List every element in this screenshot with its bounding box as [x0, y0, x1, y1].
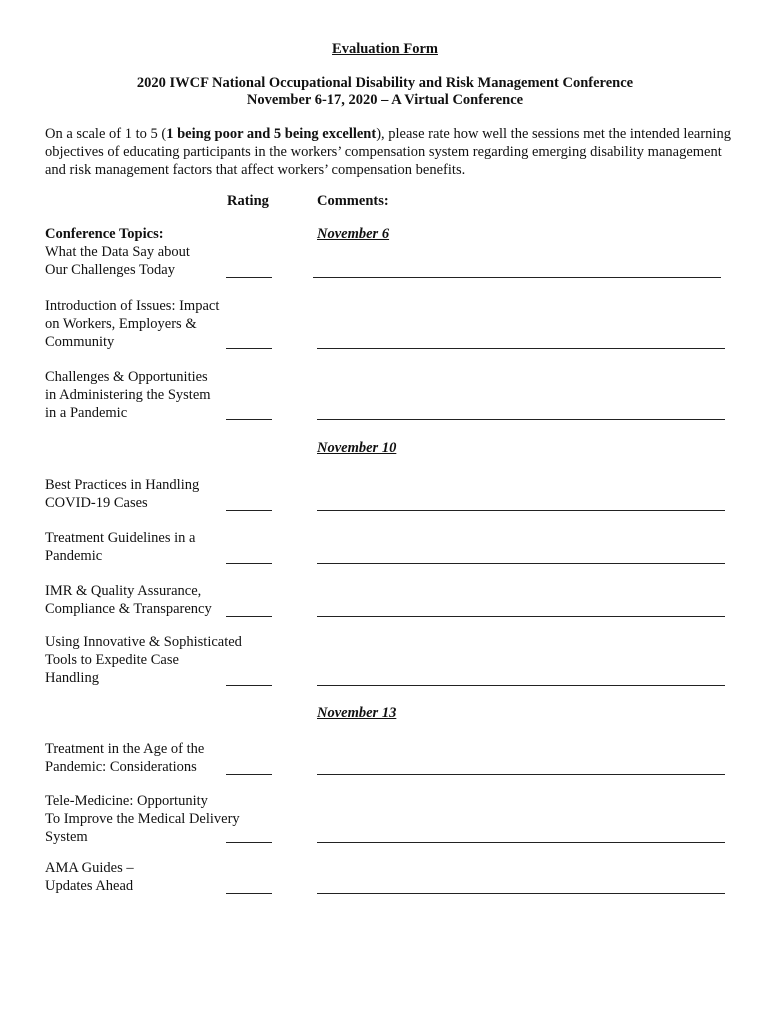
topic-line: Treatment Guidelines in a	[45, 530, 196, 546]
topic-line: Updates Ahead	[45, 878, 134, 894]
rating-blank[interactable]	[226, 893, 272, 894]
topic-line: Introduction of Issues: Impact	[45, 298, 220, 314]
instructions-suffix: ), please rate how well the sessions met the intended learning objectives of educating participants in the workers’ compensation system regarding emerging disability management and risk management factors that affect workers’ compensation benefits.	[45, 126, 731, 178]
topic-item	[45, 243, 265, 279]
topic-item	[45, 792, 265, 846]
topic-item	[45, 859, 265, 895]
form-title: Evaluation Form	[332, 41, 438, 57]
rating-blank[interactable]	[226, 563, 272, 564]
topic-line: Challenges & Opportunities	[45, 369, 208, 385]
topic-line: Pandemic	[45, 548, 103, 564]
topic-item	[45, 633, 285, 687]
comment-blank[interactable]	[317, 419, 725, 420]
topic-line: Tools to Expedite Case	[45, 652, 179, 668]
comment-blank[interactable]	[317, 893, 725, 894]
topic-line: in Administering the System	[45, 387, 211, 403]
topic-item	[45, 529, 265, 565]
topic-line: System	[45, 829, 88, 845]
topic-line: on Workers, Employers &	[45, 316, 197, 332]
rating-blank[interactable]	[226, 419, 272, 420]
comment-blank[interactable]	[317, 774, 725, 775]
topic-line: To Improve the Medical Delivery	[45, 811, 240, 827]
instructions-scale: 1 being poor and 5 being excellent	[166, 126, 377, 142]
topic-line: Treatment in the Age of the	[45, 741, 205, 757]
comment-blank[interactable]	[317, 563, 725, 564]
date-heading: November 10	[317, 440, 397, 456]
rating-blank[interactable]	[226, 685, 272, 686]
topic-line: in a Pandemic	[45, 405, 128, 421]
conference-dates: November 6-17, 2020 – A Virtual Conference	[246, 92, 524, 108]
date-heading: November 13	[317, 705, 397, 721]
topic-line: What the Data Say about	[45, 244, 190, 260]
rating-blank[interactable]	[226, 510, 272, 511]
date-heading: November 6	[317, 226, 390, 242]
topic-line: Handling	[45, 670, 99, 686]
rating-blank[interactable]	[226, 348, 272, 349]
comment-blank[interactable]	[317, 685, 725, 686]
topic-line: Community	[45, 334, 115, 350]
topics-heading: Conference Topics:	[45, 226, 164, 242]
comment-blank[interactable]	[317, 348, 725, 349]
comment-blank[interactable]	[313, 277, 721, 278]
topic-line: Best Practices in Handling	[45, 477, 200, 493]
topic-item	[45, 582, 265, 618]
topic-item	[45, 476, 265, 512]
conference-name: 2020 IWCF National Occupational Disability and Risk Management Conference	[136, 75, 634, 91]
topic-line: AMA Guides –	[45, 860, 134, 876]
rating-header: Rating	[227, 193, 269, 209]
topic-line: IMR & Quality Assurance,	[45, 583, 202, 599]
comments-header: Comments:	[317, 193, 389, 209]
rating-blank[interactable]	[226, 842, 272, 843]
topic-line: Our Challenges Today	[45, 262, 175, 278]
topic-line: Compliance & Transparency	[45, 601, 212, 617]
rating-blank[interactable]	[226, 616, 272, 617]
rating-blank[interactable]	[226, 774, 272, 775]
topic-line: Pandemic: Considerations	[45, 759, 197, 775]
comment-blank[interactable]	[317, 510, 725, 511]
topic-line: Using Innovative & Sophisticated	[45, 634, 242, 650]
instructions	[45, 125, 735, 179]
topic-line: COVID-19 Cases	[45, 495, 148, 511]
topic-line: Tele-Medicine: Opportunity	[45, 793, 208, 809]
topic-item	[45, 297, 265, 351]
comment-blank[interactable]	[317, 842, 725, 843]
instructions-prefix: On a scale of 1 to 5 (	[45, 126, 167, 142]
topic-item	[45, 368, 265, 422]
rating-blank[interactable]	[226, 277, 272, 278]
comment-blank[interactable]	[317, 616, 725, 617]
topic-item	[45, 740, 265, 776]
